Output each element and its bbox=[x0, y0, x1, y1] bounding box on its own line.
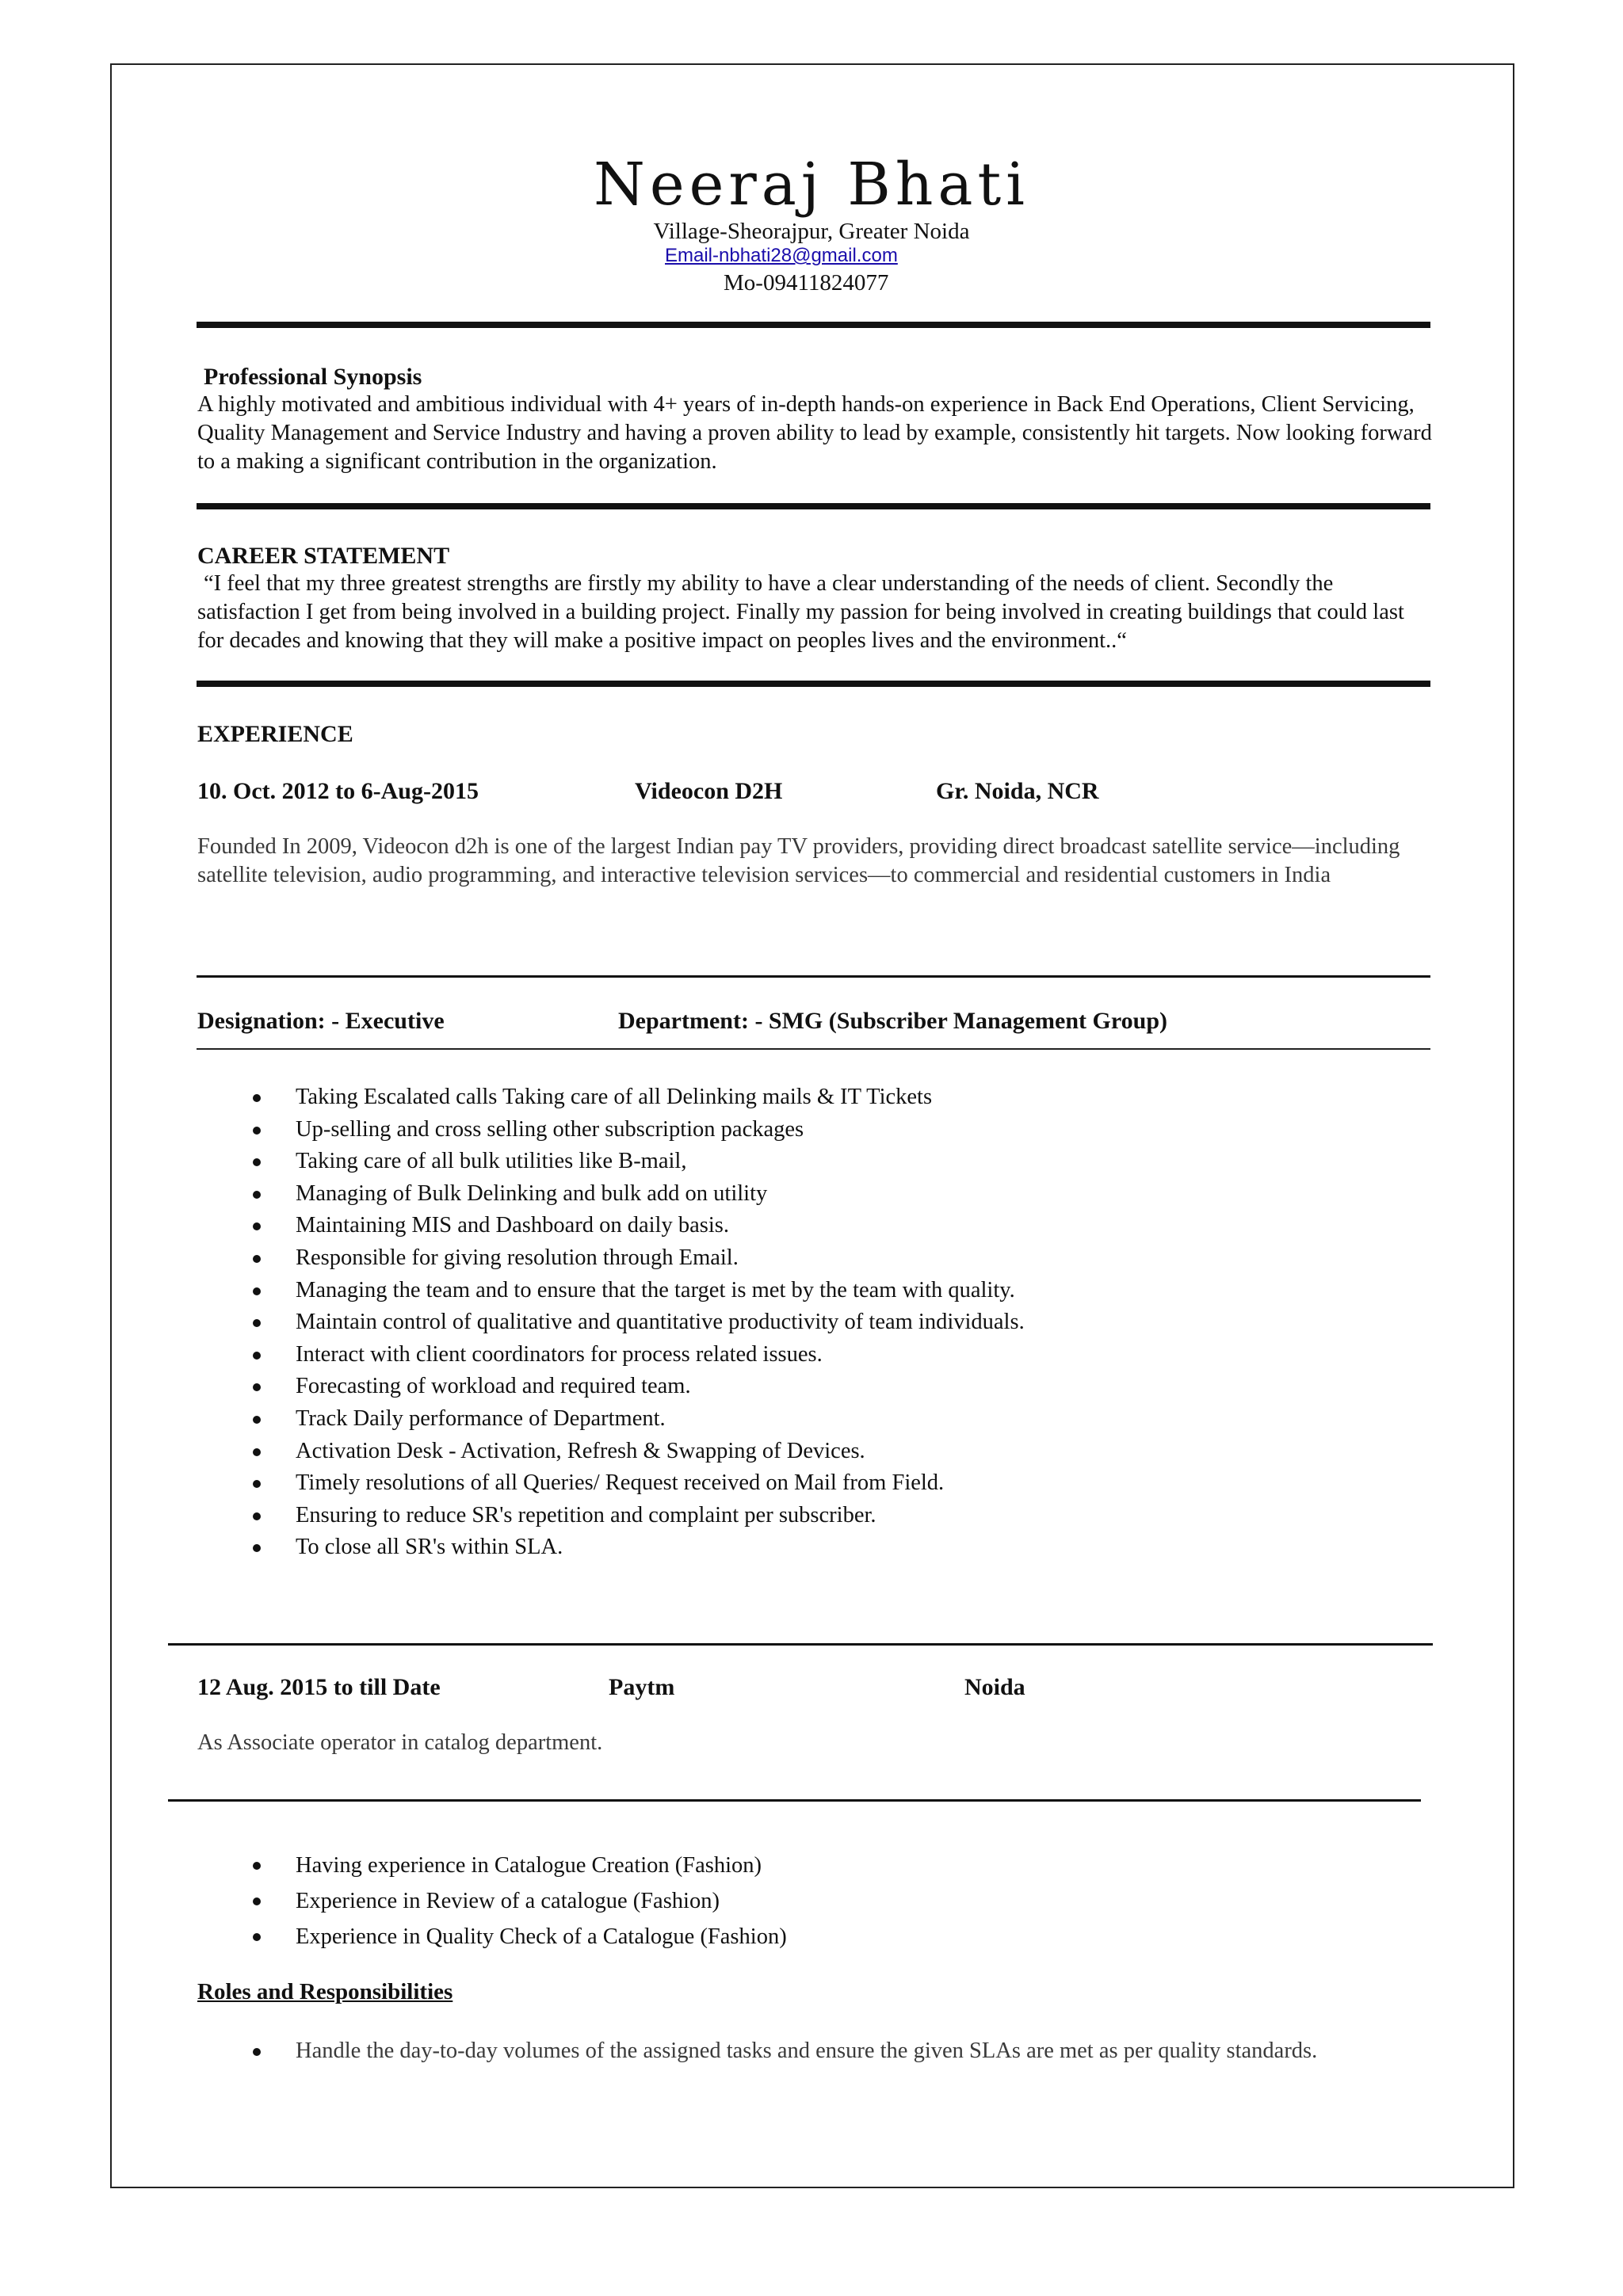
divider bbox=[168, 1643, 1433, 1646]
list-item: Having experience in Catalogue Creation (Fashion) bbox=[197, 1848, 1426, 1883]
section-divider bbox=[197, 503, 1430, 509]
list-item: Experience in Review of a catalogue (Fashion) bbox=[197, 1883, 1426, 1919]
section-divider bbox=[197, 681, 1430, 687]
job2-dates: 12 Aug. 2015 to till Date bbox=[197, 1674, 441, 1700]
job1-department: Department: - SMG (Subscriber Management Group) bbox=[618, 1008, 1167, 1034]
list-item: To close all SR's within SLA. bbox=[197, 1531, 1426, 1564]
address: Village-Sheorajpur, Greater Noida bbox=[653, 219, 970, 244]
candidate-name: Neeraj Bhati bbox=[594, 151, 1029, 219]
list-item: Taking Escalated calls Taking care of all Delinking mails & IT Tickets bbox=[197, 1081, 1426, 1114]
synopsis-text: A highly motivated and ambitious individual with 4+ years of in-depth hands-on experience in Back End Operations, Client Servicing, Quality Management and Service Industry and having a proven ability to lead by example, consistently hit targets. Now looking forward to a making a significant contribution in the organization. bbox=[197, 392, 1432, 474]
phone-number: Mo-09411824077 bbox=[724, 270, 889, 296]
divider bbox=[197, 975, 1430, 978]
list-item: Ensuring to reduce SR's repetition and complaint per subscriber. bbox=[197, 1500, 1426, 1532]
job1-duties-list bbox=[197, 1081, 1426, 1564]
job2-role: As Associate operator in catalog department. bbox=[197, 1730, 603, 1755]
divider bbox=[197, 1048, 1430, 1050]
experience-heading: EXPERIENCE bbox=[197, 721, 353, 747]
list-item: Taking care of all bulk utilities like B-mail, bbox=[197, 1146, 1426, 1178]
list-item: Managing of Bulk Delinking and bulk add on utility bbox=[197, 1178, 1426, 1211]
list-item: Managing the team and to ensure that the target is met by the team with quality. bbox=[197, 1275, 1426, 1307]
job1-company: Videocon D2H bbox=[635, 778, 783, 804]
list-item: Handle the day-to-day volumes of the assigned tasks and ensure the given SLAs are met as per quality standards. bbox=[197, 2035, 1465, 2067]
job2-company: Paytm bbox=[609, 1674, 675, 1700]
career-heading: CAREER STATEMENT bbox=[197, 543, 450, 569]
list-item: Maintain control of qualitative and quantitative productivity of team individuals. bbox=[197, 1306, 1426, 1339]
synopsis-heading: Professional Synopsis bbox=[204, 364, 422, 390]
job1-description: Founded In 2009, Videocon d2h is one of the largest Indian pay TV providers, providing direct broadcast satellite service—including satellite television, audio programming, and interactive television services—to commercial and residential customers in India bbox=[197, 834, 1400, 887]
list-item: Up-selling and cross selling other subscription packages bbox=[197, 1114, 1426, 1146]
list-item: Responsible for giving resolution through Email. bbox=[197, 1242, 1426, 1275]
job1-location: Gr. Noida, NCR bbox=[936, 778, 1099, 804]
list-item: Timely resolutions of all Queries/ Request received on Mail from Field. bbox=[197, 1467, 1426, 1500]
email-link[interactable]: Email-nbhati28@gmail.com bbox=[665, 245, 898, 266]
list-item: Interact with client coordinators for process related issues. bbox=[197, 1339, 1426, 1371]
list-item: Maintaining MIS and Dashboard on daily basis. bbox=[197, 1210, 1426, 1242]
job2-location: Noida bbox=[964, 1674, 1025, 1700]
job2-responsibilities-list bbox=[197, 2035, 1465, 2067]
divider bbox=[168, 1799, 1421, 1802]
list-item: Track Daily performance of Department. bbox=[197, 1403, 1426, 1436]
job1-dates: 10. Oct. 2012 to 6-Aug-2015 bbox=[197, 778, 479, 804]
section-divider bbox=[197, 322, 1430, 328]
list-item: Forecasting of workload and required team. bbox=[197, 1371, 1426, 1403]
career-text: “I feel that my three greatest strengths are firstly my ability to have a clear understanding of the needs of client. Secondly the satisfaction I get from being involved in a building project. Finally my passion for being involved in creating buildings that could last for decades and knowing that they will make a positive impact on peoples lives and the environment..“ bbox=[197, 571, 1404, 653]
roles-heading: Roles and Responsibilities bbox=[197, 1979, 453, 2004]
job2-skills-list bbox=[197, 1848, 1426, 1955]
job1-designation: Designation: - Executive bbox=[197, 1008, 445, 1034]
list-item: Activation Desk - Activation, Refresh & Swapping of Devices. bbox=[197, 1436, 1426, 1468]
list-item: Experience in Quality Check of a Catalogue (Fashion) bbox=[197, 1919, 1426, 1955]
